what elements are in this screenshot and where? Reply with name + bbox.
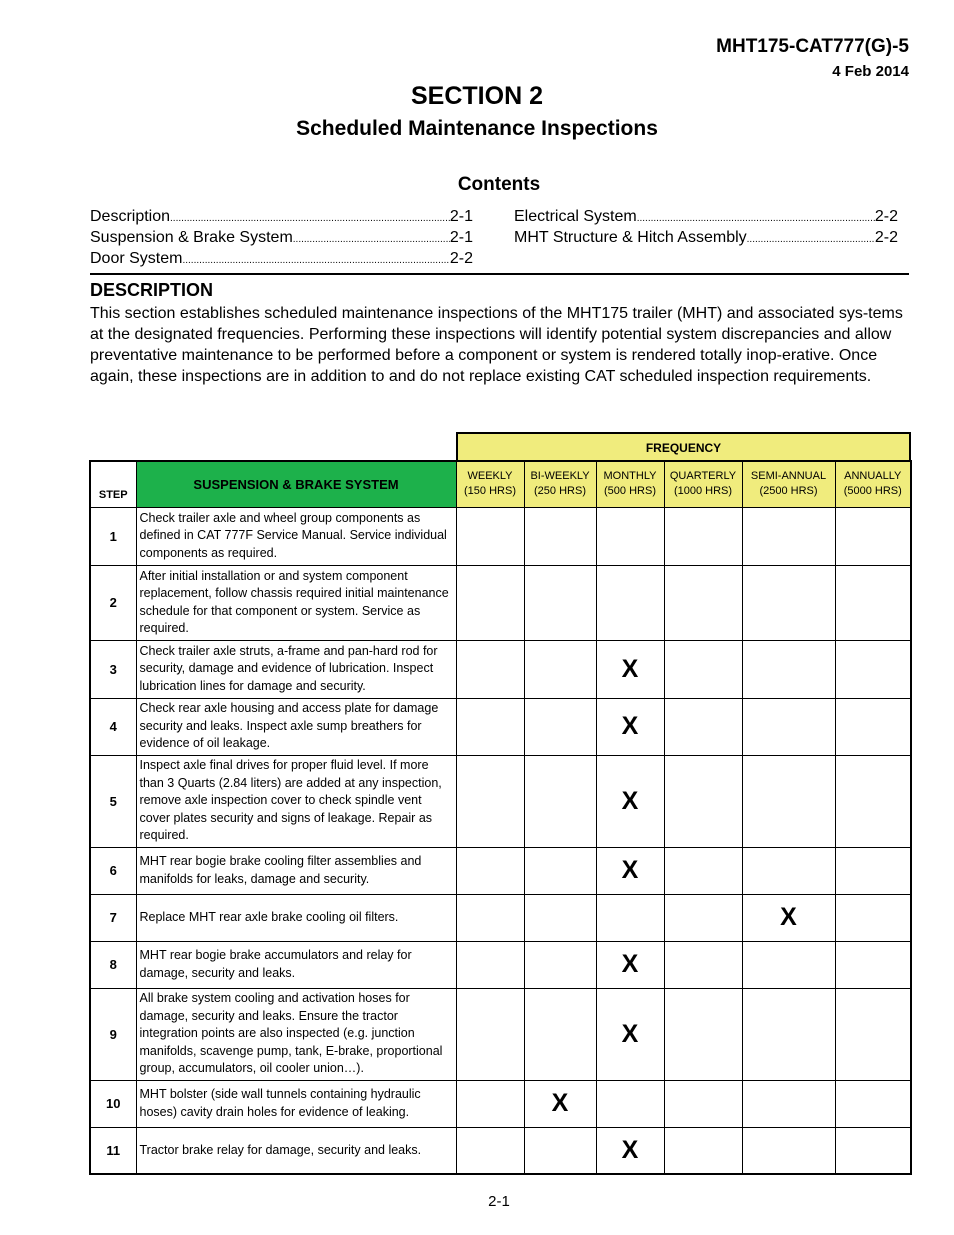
frequency-mark: X bbox=[596, 755, 664, 847]
frequency-cell bbox=[664, 847, 742, 894]
frequency-cell bbox=[835, 941, 911, 988]
frequency-cell bbox=[835, 640, 911, 698]
toc-leader bbox=[637, 208, 875, 229]
frequency-cell bbox=[664, 640, 742, 698]
frequency-cell bbox=[524, 755, 596, 847]
frequency-cell bbox=[742, 640, 835, 698]
frequency-header: FREQUENCY bbox=[456, 432, 911, 461]
frequency-cell bbox=[456, 894, 524, 941]
system-header: SUSPENSION & BRAKE SYSTEM bbox=[136, 461, 456, 507]
frequency-cell bbox=[742, 941, 835, 988]
toc-item-suspension-brake[interactable] bbox=[90, 227, 473, 248]
step-description: Check trailer axle struts, a-frame and pan-hard rod for security, damage and evidence of lubrication. Inspect lubrication lines for damage and security. bbox=[136, 640, 456, 698]
toc-leader bbox=[170, 208, 450, 229]
frequency-cell bbox=[664, 988, 742, 1080]
frequency-cell bbox=[664, 565, 742, 640]
frequency-cell bbox=[596, 894, 664, 941]
freq-name: MONTHLY bbox=[603, 470, 657, 483]
toc-leader bbox=[182, 250, 449, 271]
step-header: STEP bbox=[90, 461, 136, 507]
frequency-cell bbox=[524, 988, 596, 1080]
frequency-cell bbox=[456, 565, 524, 640]
contents-title: Contents bbox=[457, 174, 541, 195]
step-number: 8 bbox=[90, 941, 136, 988]
frequency-cell bbox=[524, 640, 596, 698]
table-row bbox=[90, 507, 911, 565]
table-row bbox=[90, 1080, 911, 1127]
toc-page: 2-1 bbox=[449, 229, 473, 246]
freq-hours: (2500 HRS) bbox=[759, 485, 818, 498]
frequency-cell bbox=[524, 507, 596, 565]
section-subtitle: Scheduled Maintenance Inspections bbox=[296, 117, 658, 140]
toc-page: 2-1 bbox=[449, 208, 473, 225]
frequency-cell bbox=[524, 941, 596, 988]
frequency-cell bbox=[835, 565, 911, 640]
frequency-cell bbox=[664, 1127, 742, 1174]
step-description: After initial installation or and system component replacement, follow chassis required initial maintenance schedule for that component or system. Service as required. bbox=[136, 565, 456, 640]
frequency-cell bbox=[524, 847, 596, 894]
frequency-cell bbox=[664, 1080, 742, 1127]
frequency-biweekly-header bbox=[524, 461, 596, 507]
document-id: MHT175-CAT777(G)-5 bbox=[716, 36, 909, 57]
step-description: MHT rear bogie brake cooling filter assemblies and manifolds for leaks, damage and security. bbox=[136, 847, 456, 894]
frequency-cell bbox=[742, 565, 835, 640]
frequency-mark: X bbox=[596, 640, 664, 698]
frequency-cell bbox=[664, 698, 742, 755]
step-description: MHT bolster (side wall tunnels containing hydraulic hoses) cavity drain holes for evidence of leaking. bbox=[136, 1080, 456, 1127]
frequency-cell bbox=[742, 755, 835, 847]
frequency-mark: X bbox=[524, 1080, 596, 1127]
freq-hours: (5000 HRS) bbox=[843, 485, 902, 498]
table-row bbox=[90, 941, 911, 988]
contents-right-column bbox=[514, 206, 898, 248]
toc-page: 2-2 bbox=[449, 250, 473, 267]
toc-item-description[interactable] bbox=[90, 206, 473, 227]
contents-left-column bbox=[90, 206, 473, 269]
frequency-cell bbox=[456, 988, 524, 1080]
frequency-cell bbox=[664, 894, 742, 941]
frequency-cell bbox=[742, 507, 835, 565]
frequency-cell bbox=[664, 941, 742, 988]
step-description: Inspect axle final drives for proper fluid level. If more than 3 Quarts (2.84 liters) are added at any inspection, remove axle inspection cover to check spindle vent cover plates security and signs of leakage. Repair as required. bbox=[136, 755, 456, 847]
section-title: SECTION 2 bbox=[411, 82, 543, 110]
step-number: 1 bbox=[90, 507, 136, 565]
frequency-mark: X bbox=[596, 941, 664, 988]
toc-item-electrical-system[interactable] bbox=[514, 206, 898, 227]
frequency-cell bbox=[664, 507, 742, 565]
step-description: Check trailer axle and wheel group components as defined in CAT 777F Service Manual. Service individual components as required. bbox=[136, 507, 456, 565]
frequency-weekly-header bbox=[456, 461, 524, 507]
step-number: 2 bbox=[90, 565, 136, 640]
step-description: Check rear axle housing and access plate for damage security and leaks. Inspect axle sump breathers for evidence of oil leakage. bbox=[136, 698, 456, 755]
toc-leader bbox=[293, 229, 450, 250]
freq-hours: (250 HRS) bbox=[534, 485, 586, 498]
step-number: 5 bbox=[90, 755, 136, 847]
frequency-cell bbox=[456, 941, 524, 988]
frequency-cell bbox=[742, 847, 835, 894]
table-row bbox=[90, 640, 911, 698]
frequency-cell bbox=[742, 1080, 835, 1127]
frequency-cell bbox=[835, 698, 911, 755]
description-body: This section establishes scheduled maintenance inspections of the MHT175 trailer (MHT) and associated sys-tems at the designated frequencies. Performing these inspections will identify potential system discrepancies and allow preventative maintenance to be performed before a component or system is rendered totally inop-erative. Once again, these inspections are in addition to and do not replace existing CAT scheduled inspection requirements. bbox=[90, 305, 903, 385]
table-row bbox=[90, 755, 911, 847]
freq-name: BI-WEEKLY bbox=[530, 470, 590, 483]
frequency-cell bbox=[835, 847, 911, 894]
freq-hours: (1000 HRS) bbox=[673, 485, 733, 498]
frequency-cell bbox=[835, 894, 911, 941]
frequency-cell bbox=[524, 1127, 596, 1174]
frequency-cell bbox=[596, 565, 664, 640]
step-number: 11 bbox=[90, 1127, 136, 1174]
frequency-mark: X bbox=[596, 988, 664, 1080]
step-description: Tractor brake relay for damage, security and leaks. bbox=[136, 1127, 456, 1174]
freq-name: ANNUALLY bbox=[844, 470, 902, 483]
step-description: Replace MHT rear axle brake cooling oil filters. bbox=[136, 894, 456, 941]
table-header-row bbox=[90, 461, 911, 507]
toc-item-mht-structure[interactable] bbox=[514, 227, 898, 248]
table-row bbox=[90, 565, 911, 640]
frequency-cell bbox=[664, 755, 742, 847]
section-divider bbox=[90, 273, 909, 275]
frequency-cell bbox=[835, 1127, 911, 1174]
toc-leader bbox=[747, 229, 875, 250]
table-row bbox=[90, 894, 911, 941]
frequency-cell bbox=[524, 698, 596, 755]
step-number: 10 bbox=[90, 1080, 136, 1127]
frequency-cell bbox=[835, 755, 911, 847]
freq-name: QUARTERLY bbox=[669, 470, 737, 483]
frequency-cell bbox=[456, 507, 524, 565]
frequency-cell bbox=[524, 894, 596, 941]
table-row bbox=[90, 698, 911, 755]
frequency-cell bbox=[742, 1127, 835, 1174]
maintenance-table bbox=[89, 460, 912, 1175]
freq-hours: (150 HRS) bbox=[464, 485, 516, 498]
toc-label: Door System bbox=[90, 250, 183, 267]
table-row bbox=[90, 988, 911, 1080]
frequency-annually-header bbox=[835, 461, 911, 507]
frequency-cell bbox=[596, 507, 664, 565]
frequency-cell bbox=[742, 698, 835, 755]
frequency-cell bbox=[524, 565, 596, 640]
step-number: 7 bbox=[90, 894, 136, 941]
frequency-cell bbox=[596, 1080, 664, 1127]
freq-name: WEEKLY bbox=[467, 470, 513, 483]
toc-label: Suspension & Brake System bbox=[90, 229, 293, 246]
frequency-semiannual-header bbox=[742, 461, 835, 507]
frequency-mark: X bbox=[596, 698, 664, 755]
page-number: 2-1 bbox=[488, 1193, 510, 1210]
document-date: 4 Feb 2014 bbox=[832, 63, 909, 80]
toc-label: Electrical System bbox=[514, 208, 637, 225]
toc-page: 2-2 bbox=[874, 229, 898, 246]
frequency-mark: X bbox=[596, 1127, 664, 1174]
step-number: 3 bbox=[90, 640, 136, 698]
step-number: 4 bbox=[90, 698, 136, 755]
frequency-cell bbox=[456, 640, 524, 698]
toc-page: 2-2 bbox=[874, 208, 898, 225]
step-description: All brake system cooling and activation hoses for damage, security and leaks. Ensure the tractor integration points are also inspected (e.g. junction manifolds, scavenge pump, tank, E-brake, proportional group, accumulators, oil cooler union…). bbox=[136, 988, 456, 1080]
freq-hours: (500 HRS) bbox=[604, 485, 656, 498]
frequency-monthly-header bbox=[596, 461, 664, 507]
table-row bbox=[90, 1127, 911, 1174]
toc-item-door-system[interactable] bbox=[90, 248, 473, 269]
table-row bbox=[90, 847, 911, 894]
frequency-cell bbox=[742, 988, 835, 1080]
frequency-quarterly-header bbox=[664, 461, 742, 507]
frequency-cell bbox=[835, 507, 911, 565]
frequency-cell bbox=[456, 847, 524, 894]
step-number: 9 bbox=[90, 988, 136, 1080]
step-description: MHT rear bogie brake accumulators and relay for damage, security and leaks. bbox=[136, 941, 456, 988]
freq-name: SEMI-ANNUAL bbox=[750, 470, 827, 483]
description-heading: DESCRIPTION bbox=[90, 280, 214, 300]
frequency-mark: X bbox=[742, 894, 835, 941]
frequency-cell bbox=[456, 698, 524, 755]
frequency-cell bbox=[835, 1080, 911, 1127]
frequency-cell bbox=[456, 755, 524, 847]
toc-label: Description bbox=[90, 208, 171, 225]
toc-label: MHT Structure & Hitch Assembly bbox=[514, 229, 747, 246]
step-number: 6 bbox=[90, 847, 136, 894]
frequency-cell bbox=[456, 1080, 524, 1127]
frequency-cell bbox=[456, 1127, 524, 1174]
frequency-cell bbox=[835, 988, 911, 1080]
frequency-mark: X bbox=[596, 847, 664, 894]
